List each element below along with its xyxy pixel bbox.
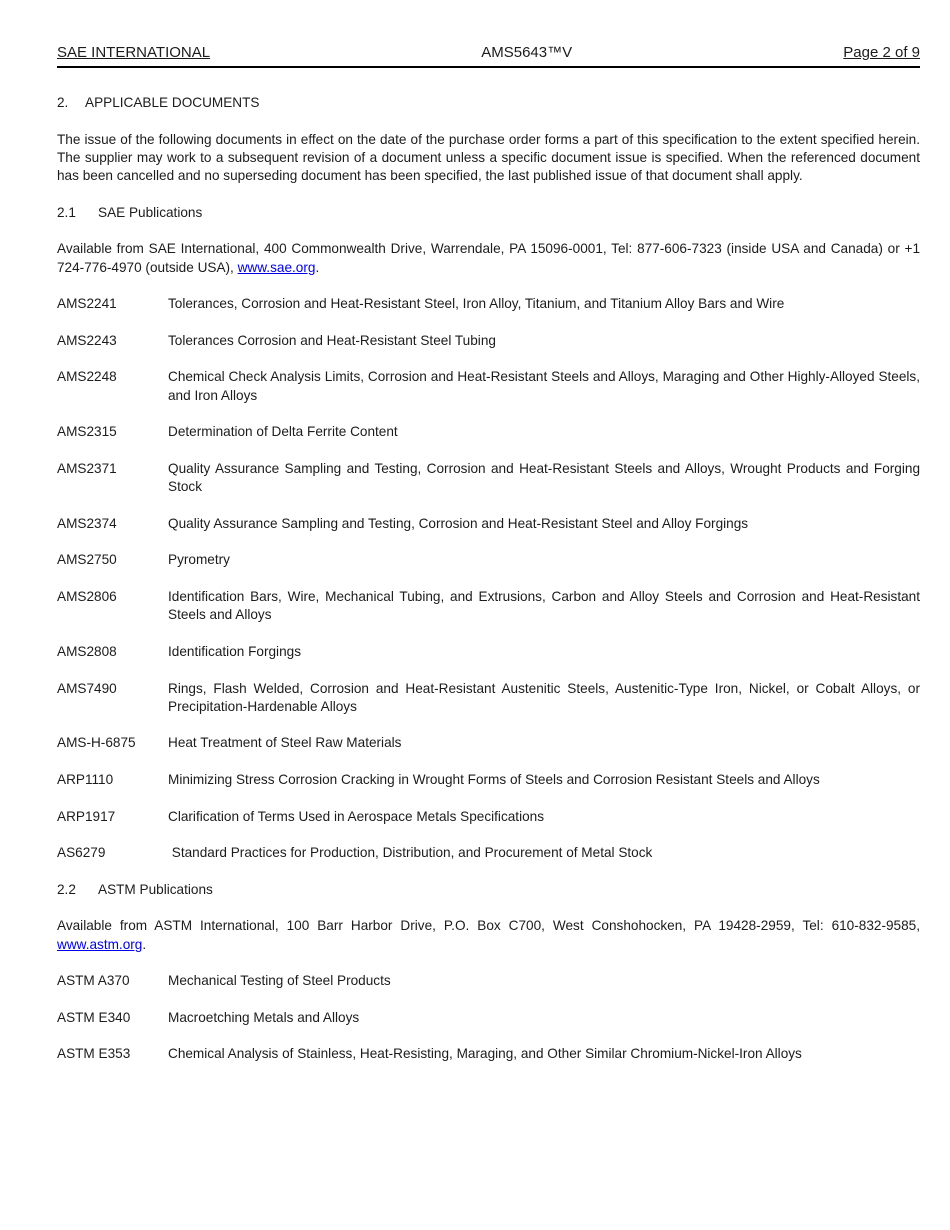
astm-org-link[interactable]: www.astm.org: [57, 936, 143, 952]
document-row: [57, 771, 920, 789]
document-code: AMS2806: [57, 589, 117, 605]
document-row: [57, 515, 920, 533]
document-row: [57, 551, 920, 569]
document-title: Heat Treatment of Steel Raw Materials: [168, 735, 402, 751]
document-row: [57, 972, 920, 990]
document-row: [57, 643, 920, 661]
document-row: [57, 808, 920, 826]
document-code: AMS2315: [57, 424, 117, 440]
document-row: [57, 295, 920, 313]
document-title: Macroetching Metals and Alloys: [168, 1009, 360, 1025]
document-code: AMS2248: [57, 369, 117, 385]
document-row: [57, 423, 920, 441]
document-row: [57, 844, 920, 862]
document-row: [57, 332, 920, 350]
document-code: AMS2750: [57, 552, 117, 568]
document-row: [57, 1045, 920, 1063]
document-title: Identification Forgings: [168, 643, 301, 659]
document-row: [57, 1009, 920, 1027]
sae-document-list: [57, 295, 924, 862]
section-2-1-heading: [57, 204, 920, 222]
document-code: AMS-H-6875: [57, 735, 136, 751]
document-title: Identification Bars, Wire, Mechanical Tubing, and Extrusions, Carbon and Alloy Steels and Corrosion and Heat-Resistant Steels and Alloys: [168, 589, 924, 623]
sae-availability-period: .: [315, 259, 320, 275]
section-2-heading: [57, 94, 920, 112]
document-title: Clarification of Terms Used in Aerospace Metals Specifications: [168, 808, 545, 824]
page-header: [57, 44, 920, 68]
document-code: AMS2374: [57, 515, 117, 531]
document-title: Tolerances Corrosion and Heat-Resistant Steel Tubing: [168, 332, 496, 348]
document-title: Chemical Analysis of Stainless, Heat-Resisting, Maraging, and Other Similar Chromium-Nickel-Iron Alloys: [168, 1046, 802, 1062]
section-2-1-number: 2.1: [57, 204, 76, 220]
header-page-number: Page 2 of 9: [843, 44, 920, 61]
document-title: Minimizing Stress Corrosion Cracking in Wrought Forms of Steels and Corrosion Resistant Steels and Alloys: [168, 771, 820, 787]
document-row: [57, 734, 920, 752]
document-code: ASTM A370: [57, 973, 130, 989]
section-2-1-title: SAE Publications: [98, 204, 203, 220]
astm-availability-text: Available from ASTM International, 100 Barr Harbor Drive, P.O. Box C700, West Conshohocken, PA 19428-2959, Tel: 610-832-9585,: [57, 918, 920, 934]
document-title: Determination of Delta Ferrite Content: [168, 424, 398, 440]
document-title: Quality Assurance Sampling and Testing, Corrosion and Heat-Resistant Steel and Alloy Forgings: [168, 515, 749, 531]
document-title: Standard Practices for Production, Distribution, and Procurement of Metal Stock: [168, 845, 653, 861]
header-spec-number: AMS5643™V: [481, 44, 573, 61]
document-title: Rings, Flash Welded, Corrosion and Heat-Resistant Austenitic Steels, Austenitic-Type Iron, Nickel, or Cobalt Alloys, or Precipitation-Hardenable Alloys: [168, 680, 924, 714]
document-code: ARP1110: [57, 771, 114, 787]
document-title: Pyrometry: [168, 552, 230, 568]
document-code: AMS7490: [57, 680, 117, 696]
header-publisher: SAE INTERNATIONAL: [57, 44, 211, 61]
section-2-2-title: ASTM Publications: [98, 881, 213, 897]
section-2-title: APPLICABLE DOCUMENTS: [85, 95, 260, 110]
document-row: [57, 588, 924, 625]
document-row: [57, 368, 924, 405]
document-row: [57, 680, 924, 717]
sae-org-link[interactable]: www.sae.org: [237, 259, 316, 275]
document-title: Quality Assurance Sampling and Testing, Corrosion and Heat-Resistant Steels and Alloys, Wrought Products and Forging Stock: [168, 460, 924, 495]
astm-availability-period: .: [142, 936, 147, 952]
document-code: AS6279: [57, 845, 106, 861]
document-code: AMS2808: [57, 643, 117, 659]
document-title: Mechanical Testing of Steel Products: [168, 973, 391, 989]
document-code: AMS2371: [57, 460, 117, 476]
astm-document-list: [57, 972, 920, 1063]
astm-availability-paragraph: [57, 917, 920, 954]
document-code: ASTM E353: [57, 1046, 131, 1062]
document-title: Chemical Check Analysis Limits, Corrosion and Heat-Resistant Steels and Alloys, Maraging and Other Highly-Alloyed Steels, and Iron Alloys: [168, 369, 924, 403]
document-code: ASTM E340: [57, 1009, 131, 1025]
section-2-2-heading: [57, 881, 920, 899]
document-code: AMS2243: [57, 332, 117, 348]
section-2-intro-paragraph: The issue of the following documents in effect on the date of the purchase order forms a part of this specification to the extent specified herein. The supplier may work to a subsequent revision of a document unless a specific document issue is specified. When the referenced document has been cancelled and no superseding document has been specified, the last published issue of that document shall apply.: [57, 131, 920, 184]
section-2-number: 2.: [57, 95, 69, 110]
sae-availability-text: Available from SAE International, 400 Commonwealth Drive, Warrendale, PA 15096-0001, Tel: 877-606-7323 (inside USA and Canada) or +1 724-776-4970 (outside USA),: [57, 241, 920, 275]
section-2-2-number: 2.2: [57, 881, 76, 897]
document-code: AMS2241: [57, 296, 117, 312]
document-row: [57, 460, 924, 497]
sae-availability-paragraph: [57, 240, 920, 277]
document-title: Tolerances, Corrosion and Heat-Resistant Steel, Iron Alloy, Titanium, and Titanium Alloy Bars and Wire: [168, 296, 785, 312]
document-code: ARP1917: [57, 808, 116, 824]
